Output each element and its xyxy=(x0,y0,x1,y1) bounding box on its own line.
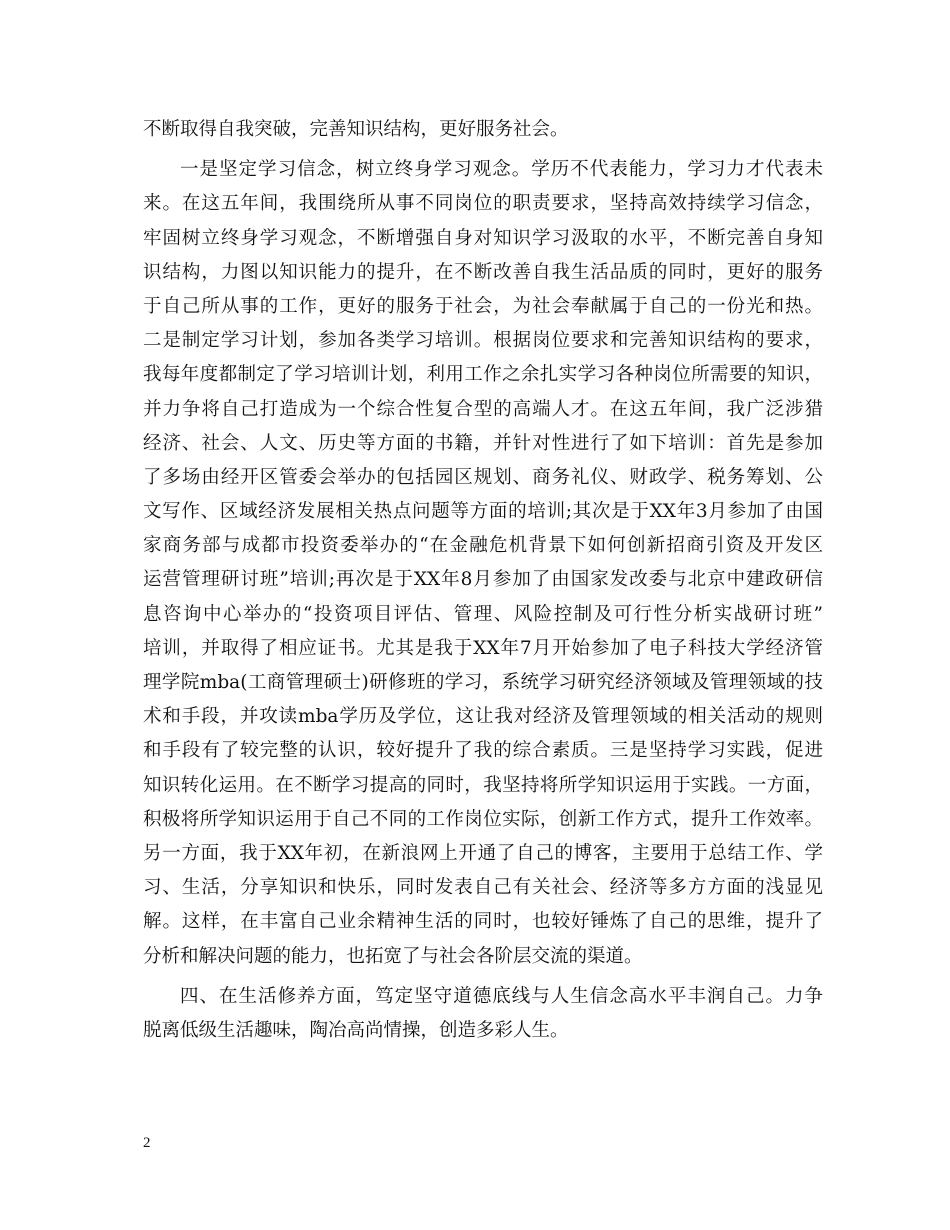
text-line: 不断取得自我突破，完善知识结构，更好服务社会。 xyxy=(143,119,569,140)
text-line: 于自己所从事的工作，更好的服务于社会，为社会奉献属于自己的一份光和热。 xyxy=(143,295,823,317)
text-line: 习、生活，分享知识和快乐，同时发表自己有关社会、经济等多方方面的浅显见 xyxy=(143,877,823,899)
text-line: 文写作、区域经济发展相关热点问题等方面的培训;其次是于XX年3月参加了由国 xyxy=(143,501,823,523)
text-line: 家商务部与成都市投资委举办的“在金融危机背景下如何创新招商引资及开发区 xyxy=(143,535,823,557)
text-line: 另一方面，我于XX年初，在新浪网上开通了自己的博客，主要用于总结工作、学 xyxy=(143,842,823,864)
text-line: 一是坚定学习信念，树立终身学习观念。学历不代表能力，学习力才代表未 xyxy=(180,159,823,181)
page-number: 2 xyxy=(143,1135,151,1151)
text-line: 牢固树立终身学习观念，不断增强自身对知识学习汲取的水平，不断完善自身知 xyxy=(143,227,823,249)
text-line: 来。在这五年间，我围绕所从事不同岗位的职责要求，坚持高效持续学习信念， xyxy=(143,193,823,215)
text-line: 解。这样，在丰富自己业余精神生活的同时，也较好锤炼了自己的思维，提升了 xyxy=(143,911,823,933)
text-line: 经济、社会、人文、历史等方面的书籍，并针对性进行了如下培训：首先是参加 xyxy=(143,432,823,454)
text-line: 识结构，力图以知识能力的提升，在不断改善自我生活品质的同时，更好的服务 xyxy=(143,261,823,283)
text-line: 运营管理研讨班”培训;再次是于XX年8月参加了由国家发改委与北京中建政研信 xyxy=(143,569,823,591)
text-line: 知识转化运用。在不断学习提高的同时，我坚持将所学知识运用于实践。一方面， xyxy=(143,774,823,796)
text-line: 了多场由经开区管委会举办的包括园区规划、商务礼仪、财政学、税务筹划、公 xyxy=(143,466,823,488)
text-line: 四、在生活修养方面，笃定坚守道德底线与人生信念高水平丰润自己。力争 xyxy=(180,985,823,1007)
text-line: 分析和解决问题的能力，也拓宽了与社会各阶层交流的渠道。 xyxy=(143,945,643,967)
text-line: 脱离低级生活趣味，陶冶高尚情操，创造多彩人生。 xyxy=(143,1019,569,1041)
document-body xyxy=(143,113,823,1048)
text-line: 我每年度都制定了学习培训计划，利用工作之余扎实学习各种岗位所需要的知识， xyxy=(143,364,823,386)
text-line: 理学院mba(工商管理硕士)研修班的学习，系统学习研究经济领域及管理领域的技 xyxy=(143,672,823,693)
text-line: 息咨询中心举办的“投资项目评估、管理、风险控制及可行性分析实战研讨班” xyxy=(143,603,823,625)
text-line: 二是制定学习计划，参加各类学习培训。根据岗位要求和完善知识结构的要求， xyxy=(143,330,823,352)
text-line: 并力争将自己打造成为一个综合性复合型的高端人才。在这五年间，我广泛涉猎 xyxy=(143,398,823,420)
text-line: 积极将所学知识运用于自己不同的工作岗位实际，创新工作方式，提升工作效率。 xyxy=(143,808,823,830)
text-line: 培训，并取得了相应证书。尤其是我于XX年7月开始参加了电子科技大学经济管 xyxy=(143,637,823,659)
text-line: 和手段有了较完整的认识，较好提升了我的综合素质。三是坚持学习实践，促进 xyxy=(143,740,823,762)
text-line: 术和手段，并攻读mba学历及学位，这让我对经济及管理领域的相关活动的规则 xyxy=(143,706,823,728)
